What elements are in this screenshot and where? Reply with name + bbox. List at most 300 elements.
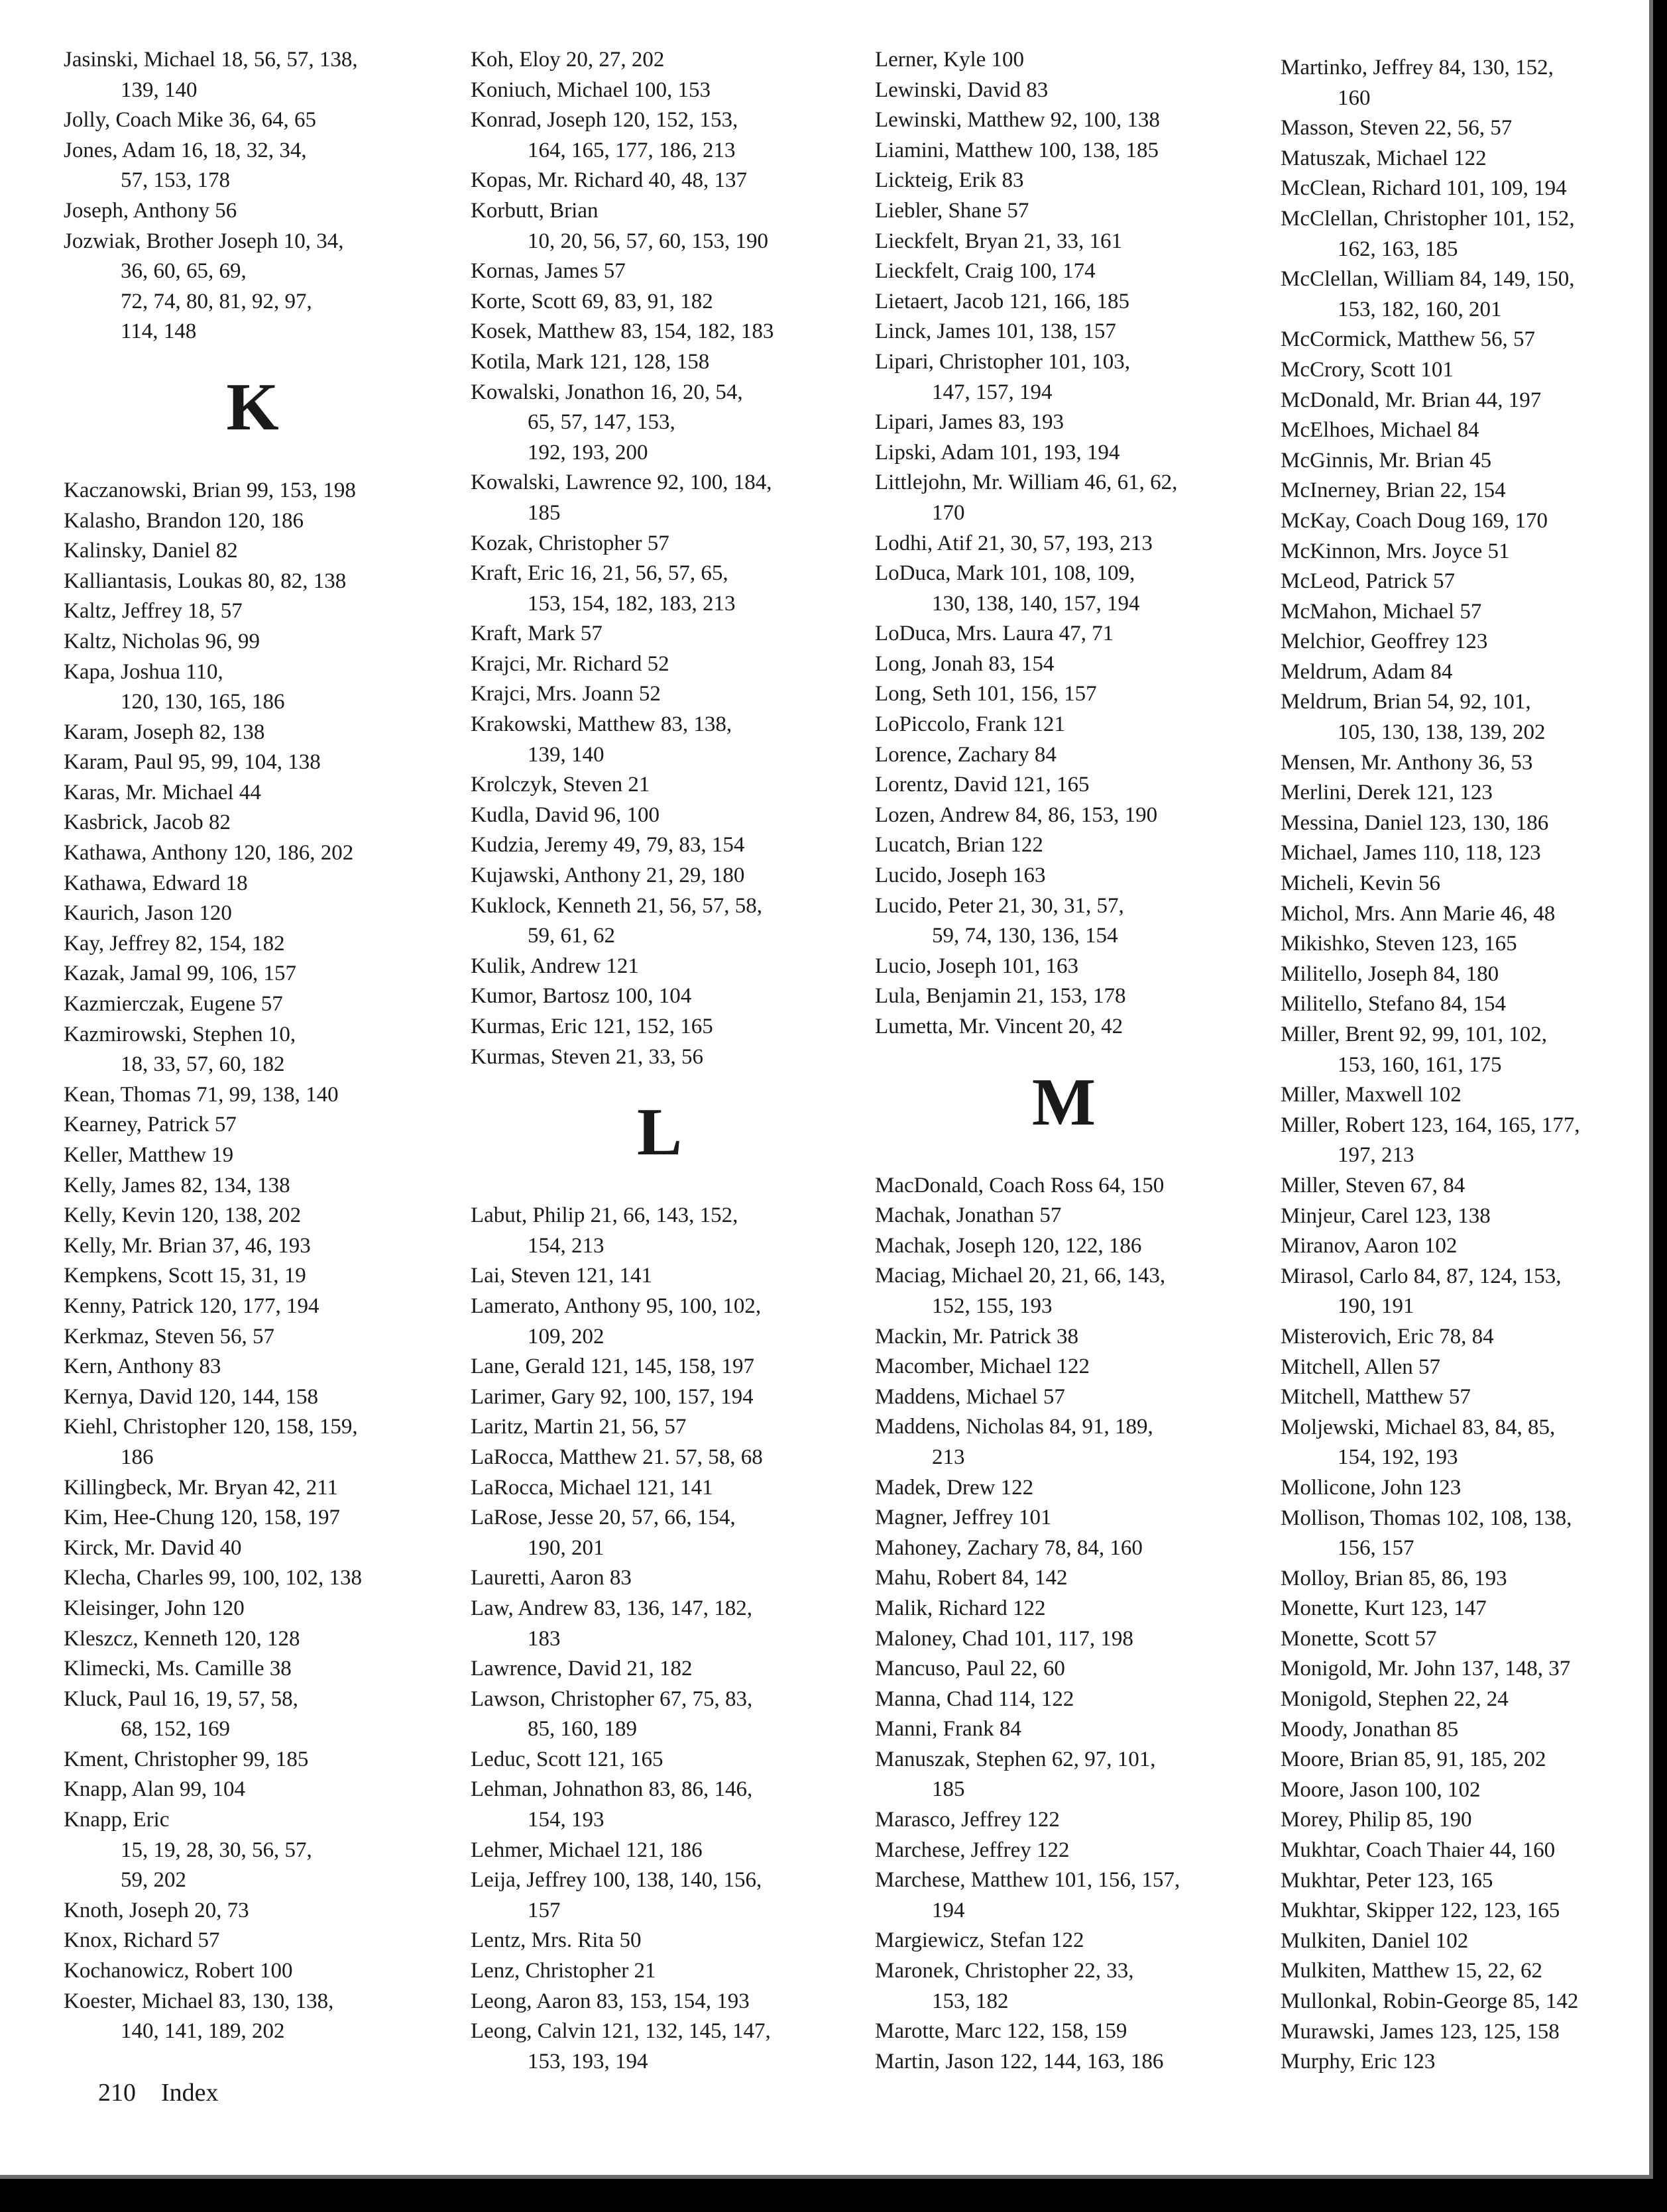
index-entry-name: Kasbrick, Jacob 82 <box>64 810 231 835</box>
index-entry <box>1281 446 1653 476</box>
index-entry <box>875 1805 1253 1836</box>
index-entry <box>1281 1413 1653 1473</box>
page-footer <box>98 2078 244 2107</box>
index-entry-name: Kalliantasis, Loukas 80, 82, 138 <box>64 569 347 593</box>
index-entry-name: Miller, Steven 67, 84 <box>1281 1173 1466 1197</box>
index-entry-name: Lentz, Mrs. Rita 50 <box>471 1928 642 1953</box>
index-entry-pages: 153, 193, 194 <box>528 2049 648 2074</box>
index-entry <box>1281 1171 1653 1201</box>
index-entry <box>1281 989 1653 1020</box>
index-entry-name: McClellan, Christopher 101, 152, <box>1281 206 1575 231</box>
index-entry <box>1281 53 1653 113</box>
index-entry-name: Kathawa, Edward 18 <box>64 871 248 895</box>
index-entry-name: Michol, Mrs. Ann Marie 46, 48 <box>1281 901 1556 926</box>
index-entry <box>64 1563 441 1594</box>
index-entry-name: Krakowski, Matthew 83, 138, <box>471 712 732 737</box>
index-entry <box>64 1956 441 1987</box>
index-entry <box>875 649 1253 680</box>
index-entry <box>64 1020 441 1080</box>
index-entry <box>471 196 848 256</box>
index-entry-name: Martin, Jason 122, 144, 163, 186 <box>875 2049 1164 2074</box>
index-entry <box>471 891 848 952</box>
index-entry <box>1281 1231 1653 1262</box>
index-entry-name: Knapp, Alan 99, 104 <box>64 1777 246 1802</box>
index-entry <box>1281 204 1653 264</box>
index-entry-name: Mahoney, Zachary 78, 84, 160 <box>875 1535 1143 1560</box>
index-entry <box>1281 1956 1653 1987</box>
index-entry <box>1281 537 1653 567</box>
index-entry <box>1281 1473 1653 1504</box>
index-entry <box>64 808 441 838</box>
index-entry-pages: 72, 74, 80, 81, 92, 97, <box>121 289 312 313</box>
index-entry-name: Kozak, Christopher 57 <box>471 531 669 555</box>
index-entry-name: Militello, Stefano 84, 154 <box>1281 992 1507 1017</box>
index-entry <box>1281 808 1653 839</box>
index-entry-name: Klimecki, Ms. Camille 38 <box>64 1657 292 1681</box>
index-entry <box>1281 899 1653 930</box>
index-entry-name: MacDonald, Coach Ross 64, 150 <box>875 1173 1165 1197</box>
index-entry-name: Karam, Joseph 82, 138 <box>64 720 265 744</box>
index-entry-pages: 157 <box>528 1898 561 1922</box>
index-entry-name: Macomber, Michael 122 <box>875 1355 1090 1379</box>
index-column-2 <box>471 45 848 2077</box>
index-entry <box>64 1261 441 1292</box>
index-entry-pages: 156, 157 <box>1338 1536 1414 1561</box>
index-entry <box>64 959 441 989</box>
index-entry <box>471 830 848 861</box>
index-entry-name: Joseph, Anthony 56 <box>64 198 237 223</box>
index-entry-name: McDonald, Mr. Brian 44, 197 <box>1281 388 1542 412</box>
index-entry <box>1281 1504 1653 1564</box>
index-entry-name: Militello, Joseph 84, 180 <box>1281 962 1499 986</box>
index-entry-name: Miranov, Aaron 102 <box>1281 1234 1458 1258</box>
index-entry <box>471 1563 848 1594</box>
index-entry-name: Knapp, Eric <box>64 1808 170 1832</box>
index-entry-pages: 160 <box>1338 85 1371 110</box>
index-entry-name: Leong, Aaron 83, 153, 154, 193 <box>471 1989 750 2013</box>
index-entry-name: Kurmas, Steven 21, 33, 56 <box>471 1044 704 1069</box>
index-entry-name: Kaczanowski, Brian 99, 153, 198 <box>64 478 356 502</box>
index-entry-name: Jozwiak, Brother Joseph 10, 34, <box>64 229 344 253</box>
index-entry-name: Long, Seth 101, 156, 157 <box>875 682 1097 706</box>
index-entry-name: Mancuso, Paul 22, 60 <box>875 1657 1065 1681</box>
index-entry-name: Mollison, Thomas 102, 108, 138, <box>1281 1506 1572 1530</box>
index-entry <box>1281 869 1653 899</box>
index-entry-name: Larimer, Gary 92, 100, 157, 194 <box>471 1384 754 1409</box>
index-entry <box>1281 1594 1653 1624</box>
index-entry-name: Kaurich, Jason 120 <box>64 901 232 926</box>
index-entry-name: Mikishko, Steven 123, 165 <box>1281 932 1517 956</box>
index-entry-name: Lula, Benjamin 21, 153, 178 <box>875 984 1126 1009</box>
index-entry <box>64 476 441 506</box>
index-entry-name: McInerney, Brian 22, 154 <box>1281 478 1506 503</box>
index-entry <box>1281 687 1653 747</box>
index-entry-name: LoDuca, Mrs. Laura 47, 71 <box>875 622 1114 646</box>
index-entry <box>64 506 441 537</box>
index-entry <box>875 830 1253 861</box>
index-entry-name: Kernya, David 120, 144, 158 <box>64 1384 319 1409</box>
index-entry-pages: 152, 155, 193 <box>932 1294 1053 1318</box>
index-entry-pages: 57, 153, 178 <box>121 168 230 193</box>
index-entry <box>875 1503 1253 1533</box>
index-entry-name: Keller, Matthew 19 <box>64 1143 234 1167</box>
index-entry-name: Lauretti, Aaron 83 <box>471 1566 632 1590</box>
index-entry-pages: 15, 19, 28, 30, 56, 57, <box>121 1838 312 1862</box>
index-entry <box>1281 1745 1653 1775</box>
index-entry <box>64 1171 441 1201</box>
index-entry <box>471 1987 848 2017</box>
index-entry <box>471 1012 848 1042</box>
index-entry <box>64 1594 441 1624</box>
index-entry <box>471 801 848 831</box>
index-entry-name: Jasinski, Michael 18, 56, 57, 138, <box>64 48 358 72</box>
index-entry-name: McClean, Richard 101, 109, 194 <box>1281 176 1567 201</box>
index-entry <box>471 1654 848 1685</box>
index-entry-name: Kulik, Andrew 121 <box>471 954 639 978</box>
index-entry-name: Mulkiten, Matthew 15, 22, 62 <box>1281 1959 1543 1983</box>
index-entry <box>1281 1564 1653 1594</box>
index-entry-name: Mackin, Mr. Patrick 38 <box>875 1324 1079 1349</box>
index-entry-name: Kaltz, Nicholas 96, 99 <box>64 629 260 653</box>
index-entry-name: Kosek, Matthew 83, 154, 182, 183 <box>471 319 774 344</box>
index-entry-name: Monette, Kurt 123, 147 <box>1281 1596 1487 1621</box>
index-entry-name: Kowalski, Jonathon 16, 20, 54, <box>471 380 743 404</box>
index-entry-pages: 153, 160, 161, 175 <box>1338 1052 1502 1077</box>
index-entry-name: McCormick, Matthew 56, 57 <box>1281 327 1536 352</box>
index-entry-name: Lucido, Peter 21, 30, 31, 57, <box>875 893 1124 918</box>
index-entry-name: Monigold, Mr. John 137, 148, 37 <box>1281 1657 1571 1681</box>
index-entry <box>64 596 441 627</box>
index-entry-name: Miller, Maxwell 102 <box>1281 1083 1462 1107</box>
index-entry-name: Lawrence, David 21, 182 <box>471 1657 693 1681</box>
index-entry-name: Mensen, Mr. Anthony 36, 53 <box>1281 750 1533 775</box>
index-entry <box>471 1261 848 1292</box>
index-entry-name: Madek, Drew 122 <box>875 1475 1034 1500</box>
index-entry-name: Lawson, Christopher 67, 75, 83, <box>471 1687 753 1711</box>
index-entry-pages: 162, 163, 185 <box>1338 237 1458 261</box>
index-entry-pages: 190, 191 <box>1338 1294 1414 1319</box>
index-entry <box>1281 1080 1653 1111</box>
index-entry-name: Misterovich, Eric 78, 84 <box>1281 1324 1494 1349</box>
index-entry-name: Karas, Mr. Michael 44 <box>64 780 261 804</box>
index-entry <box>875 76 1253 106</box>
index-entry <box>471 1594 848 1654</box>
index-entry <box>1281 1111 1653 1171</box>
index-entry-name: Kazmirowski, Stephen 10, <box>64 1022 296 1046</box>
index-entry-name: Kay, Jeffrey 82, 154, 182 <box>64 931 285 956</box>
index-entry-name: Miller, Brent 92, 99, 101, 102, <box>1281 1023 1547 1046</box>
index-entry-pages: 59, 74, 130, 136, 154 <box>932 924 1118 948</box>
index-entry-name: Kelly, James 82, 134, 138 <box>64 1173 290 1197</box>
index-entry-name: Lickteig, Erik 83 <box>875 168 1024 193</box>
index-entry-name: Leija, Jeffrey 100, 138, 140, 156, <box>471 1868 762 1893</box>
index-entry-name: Laritz, Martin 21, 56, 57 <box>471 1415 687 1439</box>
index-entry-name: Molloy, Brian 85, 86, 193 <box>1281 1566 1507 1590</box>
index-entry <box>64 196 441 227</box>
index-entry-pages: 192, 193, 200 <box>528 440 648 465</box>
index-entry-name: Merlini, Derek 121, 123 <box>1281 781 1493 805</box>
index-entry-name: Klecha, Charles 99, 100, 102, 138 <box>64 1566 362 1590</box>
index-entry-name: Littlejohn, Mr. William 46, 61, 62, <box>875 470 1178 495</box>
index-entry <box>1281 1896 1653 1926</box>
index-entry-name: Machak, Joseph 120, 122, 186 <box>875 1233 1142 1258</box>
index-entry-name: LaRose, Jesse 20, 57, 66, 154, <box>471 1506 736 1530</box>
index-entry-name: Mahu, Robert 84, 142 <box>875 1566 1068 1590</box>
section-title: Index <box>161 2079 219 2107</box>
index-entry <box>471 2017 848 2077</box>
index-entry <box>471 1443 848 1473</box>
index-entry <box>471 1865 848 1926</box>
index-entry <box>1281 778 1653 808</box>
index-entry-name: LoPiccolo, Frank 121 <box>875 712 1065 737</box>
index-entry <box>1281 1353 1653 1383</box>
index-entry-name: Lane, Gerald 121, 145, 158, 197 <box>471 1355 754 1379</box>
index-entry-name: Mukhtar, Skipper 122, 123, 165 <box>1281 1899 1560 1923</box>
index-entry <box>1281 2047 1653 2077</box>
index-entry <box>1281 1654 1653 1685</box>
index-entry-pages: 147, 157, 194 <box>932 380 1053 404</box>
index-entry-name: Manuszak, Stephen 62, 97, 101, <box>875 1747 1156 1771</box>
index-entry <box>64 1987 441 2047</box>
index-entry <box>1281 355 1653 386</box>
index-entry <box>64 1805 441 1896</box>
index-entry-name: Koester, Michael 83, 130, 138, <box>64 1989 334 2013</box>
index-entry-pages: 130, 138, 140, 157, 194 <box>932 591 1140 616</box>
index-entry-name: Martinko, Jeffrey 84, 130, 152, <box>1281 56 1554 80</box>
index-entry <box>875 1012 1253 1042</box>
index-entry-name: Leong, Calvin 121, 132, 145, 147, <box>471 2019 771 2044</box>
index-entry-name: Kalinsky, Daniel 82 <box>64 539 238 563</box>
index-entry <box>875 166 1253 196</box>
index-entry-name: Lipari, Christopher 101, 103, <box>875 349 1130 374</box>
index-entry <box>64 657 441 718</box>
index-entry <box>1281 1836 1653 1866</box>
index-entry-pages: 65, 57, 147, 153, <box>528 410 675 435</box>
index-entry-pages: 36, 60, 65, 69, <box>121 259 247 284</box>
index-entry <box>471 1926 848 1956</box>
index-entry-name: Lumetta, Mr. Vincent 20, 42 <box>875 1015 1123 1038</box>
index-entry-name: Moody, Jonathan 85 <box>1281 1717 1459 1742</box>
index-entry <box>875 1745 1253 1805</box>
index-entry <box>875 1926 1253 1956</box>
index-entry-pages: 59, 61, 62 <box>528 924 615 948</box>
index-entry <box>875 710 1253 740</box>
index-entry <box>471 981 848 1012</box>
index-entry <box>1281 1775 1653 1806</box>
index-entry-name: Kathawa, Anthony 120, 186, 202 <box>64 841 354 865</box>
index-entry-name: Kudzia, Jeremy 49, 79, 83, 154 <box>471 833 745 857</box>
index-entry <box>875 1654 1253 1685</box>
index-entry <box>1281 1382 1653 1413</box>
index-entry-name: Lozen, Andrew 84, 86, 153, 190 <box>875 802 1158 827</box>
index-entry <box>64 1775 441 1805</box>
index-entry-name: Lipski, Adam 101, 193, 194 <box>875 440 1120 465</box>
index-entry-name: Lucio, Joseph 101, 163 <box>875 954 1079 978</box>
index-entry-name: Kraft, Mark 57 <box>471 622 603 646</box>
index-entry-name: Kempkens, Scott 15, 31, 19 <box>64 1264 306 1288</box>
index-entry <box>875 1836 1253 1866</box>
index-entry <box>1281 597 1653 628</box>
index-entry-name: Leduc, Scott 121, 165 <box>471 1747 663 1771</box>
index-entry <box>471 1201 848 1261</box>
index-entry-name: Meldrum, Brian 54, 92, 101, <box>1281 690 1531 714</box>
index-entry-name: Kaltz, Jeffrey 18, 57 <box>64 599 243 624</box>
index-entry <box>471 317 848 347</box>
index-entry <box>875 1382 1253 1413</box>
index-entry-name: Kumor, Bartosz 100, 104 <box>471 984 692 1009</box>
index-entry-name: Lucido, Joseph 163 <box>875 863 1046 888</box>
index-entry-pages: 197, 213 <box>1338 1143 1414 1168</box>
index-entry <box>471 770 848 801</box>
index-entry <box>1281 1201 1653 1232</box>
index-entry <box>471 1292 848 1352</box>
index-entry <box>1281 960 1653 990</box>
index-entry-name: Long, Jonah 83, 154 <box>875 651 1055 676</box>
index-entry <box>471 1775 848 1835</box>
index-entry <box>471 256 848 287</box>
index-entry-name: Kment, Christopher 99, 185 <box>64 1747 309 1771</box>
index-entry-name: Matuszak, Michael 122 <box>1281 146 1487 170</box>
index-entry-name: Law, Andrew 83, 136, 147, 182, <box>471 1596 752 1620</box>
index-entry <box>875 1563 1253 1594</box>
index-entry <box>471 1685 848 1745</box>
index-entry <box>471 1503 848 1563</box>
index-entry-name: Kim, Hee-Chung 120, 158, 197 <box>64 1506 341 1530</box>
index-entry-pages: 85, 160, 189 <box>528 1717 637 1742</box>
index-entry <box>875 347 1253 408</box>
index-entry-name: Kuklock, Kenneth 21, 56, 57, 58, <box>471 893 762 918</box>
index-entry-name: Liamini, Matthew 100, 138, 185 <box>875 138 1159 162</box>
index-entry-name: Lucatch, Brian 122 <box>875 833 1043 857</box>
index-entry <box>64 838 441 869</box>
index-entry-name: Masson, Steven 22, 56, 57 <box>1281 116 1513 140</box>
index-entry-name: Mollicone, John 123 <box>1281 1475 1462 1500</box>
index-entry-name: Mirasol, Carlo 84, 87, 124, 153, <box>1281 1264 1562 1288</box>
index-entry <box>875 770 1253 801</box>
index-entry-name: Murphy, Eric 123 <box>1281 2050 1436 2074</box>
index-entry-name: Kiehl, Christopher 120, 158, 159, <box>64 1415 358 1439</box>
index-entry-pages: 10, 20, 56, 57, 60, 153, 190 <box>528 229 768 253</box>
index-entry <box>1281 415 1653 446</box>
index-entry-pages: 18, 33, 57, 60, 182 <box>121 1052 285 1077</box>
index-column-4 <box>1281 53 1653 2077</box>
index-entry-name: Maddens, Michael 57 <box>875 1384 1065 1409</box>
index-entry-name: Kraft, Eric 16, 21, 56, 57, 65, <box>471 561 728 586</box>
index-entry-name: Morey, Philip 85, 190 <box>1281 1808 1472 1832</box>
index-entry <box>471 529 848 559</box>
index-entry <box>875 105 1253 136</box>
index-entry-name: Kearney, Patrick 57 <box>64 1113 237 1137</box>
index-entry <box>64 567 441 597</box>
index-entry-pages: 153, 182, 160, 201 <box>1338 297 1502 321</box>
index-entry-name: McMahon, Michael 57 <box>1281 599 1482 624</box>
index-entry <box>1281 113 1653 144</box>
index-entry <box>64 1231 441 1262</box>
index-entry-name: Marchese, Jeffrey 122 <box>875 1838 1070 1862</box>
index-entry <box>64 136 441 196</box>
index-entry <box>1281 1624 1653 1655</box>
index-entry-name: Kapa, Joshua 110, <box>64 659 223 684</box>
index-entry-name: Lamerato, Anthony 95, 100, 102, <box>471 1294 762 1318</box>
index-entry-name: McLeod, Patrick 57 <box>1281 569 1456 594</box>
index-entry <box>875 438 1253 469</box>
index-entry-name: Kleszcz, Kenneth 120, 128 <box>64 1626 300 1651</box>
index-entry <box>1281 1715 1653 1745</box>
index-entry-pages: 154, 213 <box>528 1233 604 1258</box>
index-entry <box>471 1042 848 1073</box>
index-entry-name: Mitchell, Matthew 57 <box>1281 1385 1471 1410</box>
index-entry <box>64 1110 441 1140</box>
index-entry <box>64 45 441 105</box>
index-entry <box>875 801 1253 831</box>
index-entry-name: Lipari, James 83, 193 <box>875 410 1064 435</box>
index-entry <box>875 1412 1253 1472</box>
index-entry-name: Mitchell, Allen 57 <box>1281 1355 1441 1379</box>
index-entry <box>471 1382 848 1413</box>
index-entry-pages: 105, 130, 138, 139, 202 <box>1338 720 1546 745</box>
index-entry <box>1281 567 1653 597</box>
index-column-1 <box>64 45 441 2047</box>
index-entry-name: Kopas, Mr. Richard 40, 48, 137 <box>471 168 748 193</box>
index-entry-name: McCrory, Scott 101 <box>1281 357 1454 382</box>
index-entry <box>1281 174 1653 204</box>
index-column-3 <box>875 45 1253 2077</box>
index-entry-name: Maloney, Chad 101, 117, 198 <box>875 1626 1133 1651</box>
index-entry-name: Kleisinger, John 120 <box>64 1596 245 1620</box>
index-entry <box>471 1956 848 1987</box>
index-entry <box>875 287 1253 317</box>
index-entry-name: Messina, Daniel 123, 130, 186 <box>1281 810 1549 835</box>
index-entry-name: Kochanowicz, Robert 100 <box>64 1959 293 1983</box>
index-entry-name: Lai, Steven 121, 141 <box>471 1264 653 1288</box>
index-entry <box>471 1412 848 1443</box>
index-entry <box>1281 657 1653 688</box>
index-entry <box>471 378 848 469</box>
index-entry-name: Korte, Scott 69, 83, 91, 182 <box>471 289 713 313</box>
index-entry <box>875 1714 1253 1745</box>
index-entry <box>875 1322 1253 1353</box>
index-entry <box>1281 476 1653 506</box>
section-letter-heading: L <box>636 1095 683 1170</box>
index-entry-name: Mulkiten, Daniel 102 <box>1281 1928 1469 1953</box>
index-entry-pages: 140, 141, 189, 202 <box>121 2019 285 2044</box>
index-entry-name: Kazak, Jamal 99, 106, 157 <box>64 962 296 986</box>
index-entry <box>1281 1685 1653 1715</box>
index-entry-name: Koh, Eloy 20, 27, 202 <box>471 48 665 72</box>
index-entry-name: Monigold, Stephen 22, 24 <box>1281 1687 1509 1712</box>
index-entry <box>1281 1020 1653 1080</box>
index-entry-name: Kenny, Patrick 120, 177, 194 <box>64 1294 319 1318</box>
index-entry <box>875 891 1253 952</box>
index-entry-name: Konrad, Joseph 120, 152, 153, <box>471 108 738 133</box>
index-entry-name: Michael, James 110, 118, 123 <box>1281 841 1541 865</box>
index-entry <box>875 861 1253 891</box>
index-entry <box>64 1533 441 1564</box>
index-entry <box>64 1745 441 1775</box>
index-entry <box>1281 506 1653 537</box>
index-entry-name: Karam, Paul 95, 99, 104, 138 <box>64 750 321 775</box>
index-entry-name: Jolly, Coach Mike 36, 64, 65 <box>64 108 316 133</box>
index-entry-pages: 154, 192, 193 <box>1338 1445 1458 1470</box>
index-entry-pages: 185 <box>932 1777 965 1802</box>
index-entry-name: Manni, Frank 84 <box>875 1717 1021 1742</box>
index-entry-name: Lerner, Kyle 100 <box>875 48 1025 72</box>
index-entry <box>471 1352 848 1382</box>
index-entry <box>875 196 1253 227</box>
index-entry <box>64 1412 441 1472</box>
index-entry-name: Marchese, Matthew 101, 156, 157, <box>875 1868 1180 1893</box>
index-entry-name: Labut, Philip 21, 66, 143, 152, <box>471 1203 738 1228</box>
